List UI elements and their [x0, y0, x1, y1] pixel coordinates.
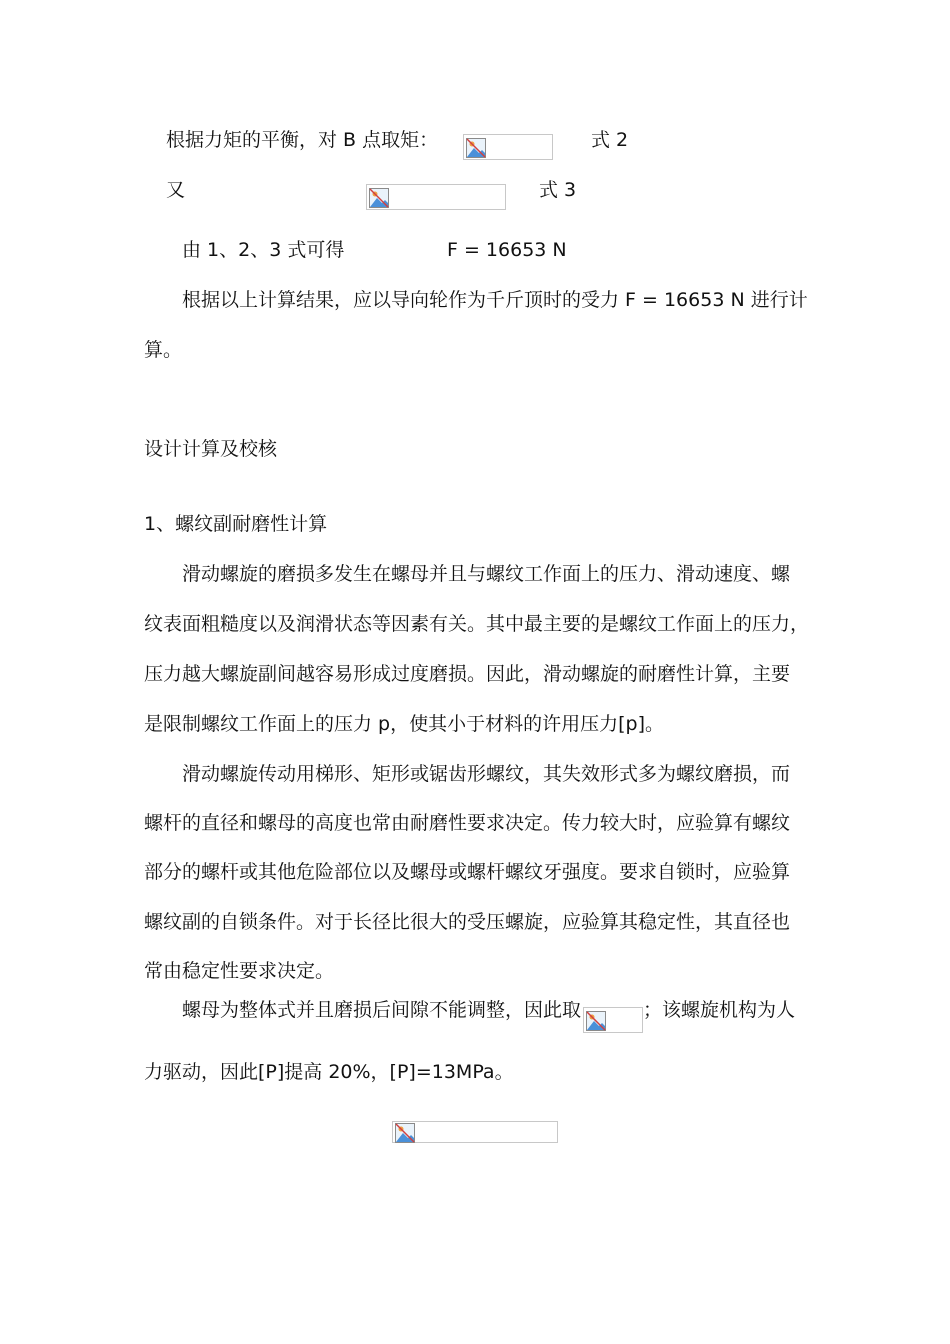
formula-image-placeholder: [583, 1007, 643, 1033]
text-line: 力驱动，因此[P]提高 20%，[P]=13MPa。: [144, 1061, 514, 1083]
broken-image-icon: [395, 1123, 415, 1143]
broken-image-icon: [466, 138, 486, 158]
equation-tag: 式 2: [591, 129, 629, 151]
text-line: 算。: [144, 339, 183, 361]
text-line: 滑动螺旋传动用梯形、矩形或锯齿形螺纹，其失效形式多为螺纹磨损，而: [182, 763, 791, 785]
text-line: 又: [166, 179, 186, 201]
formula-image-placeholder: [463, 134, 553, 160]
text-line: 由 1、2、3 式可得: [182, 239, 345, 261]
text-line: 是限制螺纹工作面上的压力 p，使其小于材料的许用压力[p]。: [144, 713, 664, 735]
text-line: 压力越大螺旋副间越容易形成过度磨损。因此，滑动螺旋的耐磨性计算，主要: [144, 663, 791, 685]
result-value: F = 16653 N: [447, 239, 567, 261]
text-line: 螺杆的直径和螺母的高度也常由耐磨性要求决定。传力较大时，应验算有螺纹: [144, 812, 791, 834]
broken-image-icon: [369, 188, 389, 208]
section-heading: 设计计算及校核: [144, 438, 278, 460]
text-line: 螺母为整体式并且磨损后间隙不能调整，因此取: [182, 999, 582, 1021]
broken-image-icon: [586, 1011, 606, 1031]
formula-image-placeholder: [366, 184, 506, 210]
text-line: 根据以上计算结果，应以导向轮作为千斤顶时的受力 F = 16653 N 进行计: [182, 289, 808, 311]
text-line: ；该螺旋机构为人: [643, 999, 796, 1021]
text-line: 部分的螺杆或其他危险部位以及螺母或螺杆螺纹牙强度。要求自锁时，应验算: [144, 861, 791, 883]
text-line: 常由稳定性要求决定。: [144, 960, 335, 982]
text-line: 螺纹副的自锁条件。对于长径比很大的受压螺旋，应验算其稳定性，其直径也: [144, 911, 791, 933]
text-line: 纹表面粗糙度以及润滑状态等因素有关。其中最主要的是螺纹工作面上的压力，: [144, 613, 810, 635]
subsection-heading: 1、螺纹副耐磨性计算: [144, 513, 328, 535]
text-line: 根据力矩的平衡，对 B 点取矩：: [166, 129, 439, 151]
equation-tag: 式 3: [539, 179, 577, 201]
formula-image-placeholder: [392, 1121, 558, 1143]
text-line: 滑动螺旋的磨损多发生在螺母并且与螺纹工作面上的压力、滑动速度、螺: [182, 563, 791, 585]
